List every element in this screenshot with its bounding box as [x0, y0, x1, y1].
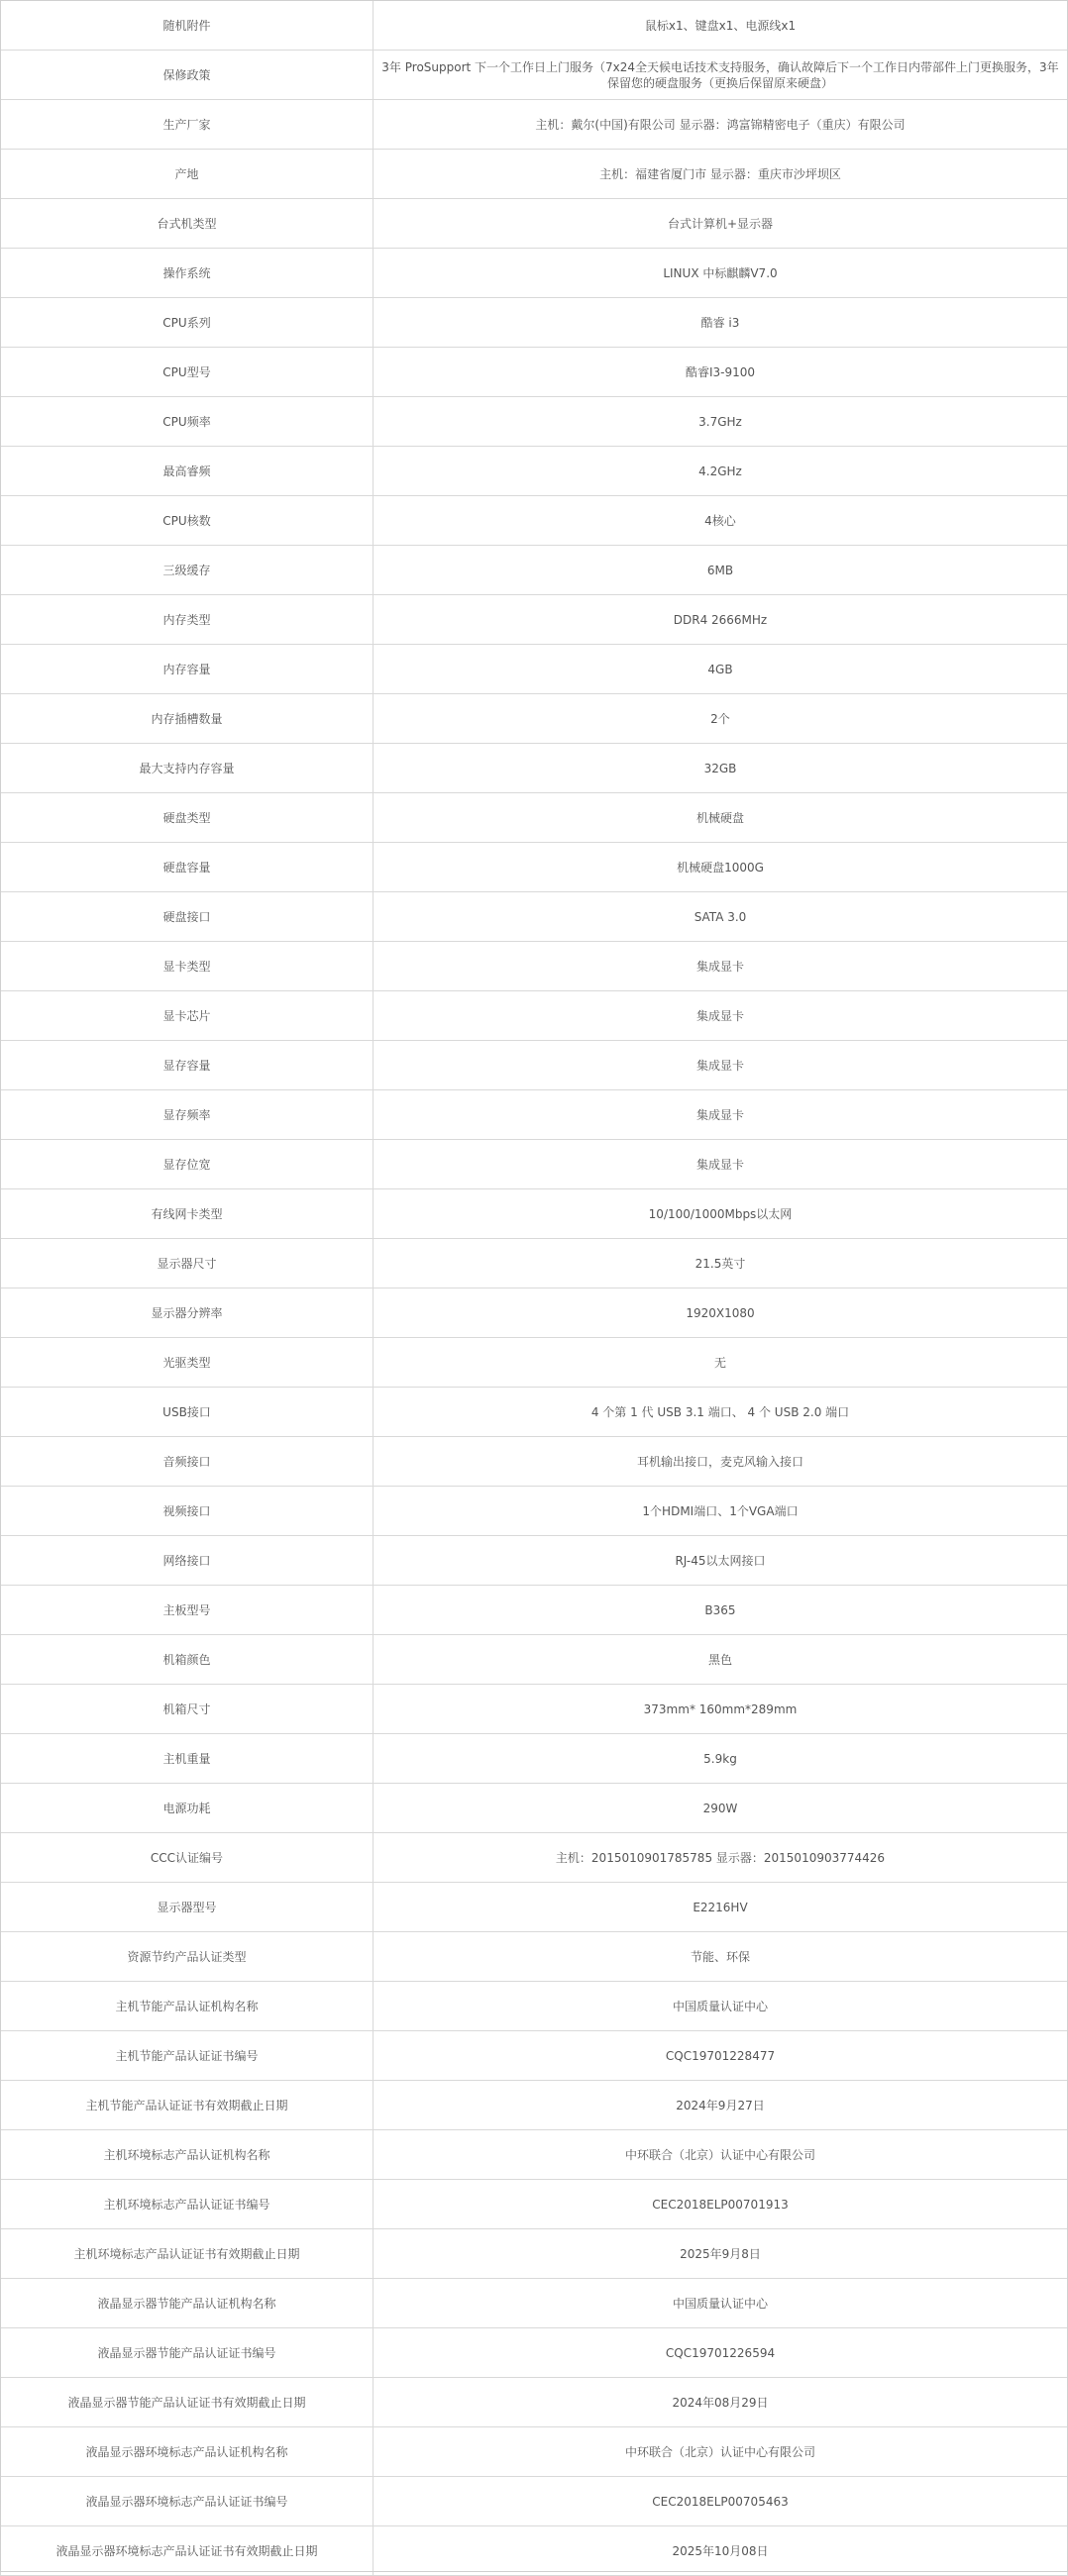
spec-label: 显存频率	[1, 1090, 374, 1140]
spec-label: 三级缓存	[1, 546, 374, 595]
spec-label: 最大支持内存容量	[1, 744, 374, 793]
table-row	[1, 991, 1068, 1041]
spec-value: CEC2018ELP00705463	[374, 2477, 1068, 2526]
spec-value: 机械硬盘1000G	[374, 843, 1068, 892]
table-row	[1, 1982, 1068, 2031]
spec-value: 3.7GHz	[374, 397, 1068, 447]
spec-value: 2个	[374, 694, 1068, 744]
spec-label: 显卡类型	[1, 942, 374, 991]
table-row	[1, 1090, 1068, 1140]
spec-label: CPU型号	[1, 348, 374, 397]
spec-value: 1920X1080	[374, 1288, 1068, 1338]
spec-value: E2216HV	[374, 1883, 1068, 1932]
spec-value: 6MB	[374, 546, 1068, 595]
table-row	[1, 1189, 1068, 1239]
spec-label: 机箱尺寸	[1, 1685, 374, 1734]
spec-value: 中环联合（北京）认证中心有限公司	[374, 2130, 1068, 2180]
table-row	[1, 51, 1068, 100]
table-row	[1, 1536, 1068, 1586]
spec-value: 32GB	[374, 744, 1068, 793]
spec-value: 主机：2015010901785785 显示器：2015010903774426	[374, 1833, 1068, 1883]
table-row	[1, 447, 1068, 496]
spec-value: 2024年08月29日	[374, 2378, 1068, 2427]
spec-label: 液晶显示器节能产品认证机构名称	[1, 2279, 374, 2328]
spec-value: 4核心	[374, 496, 1068, 546]
spec-value: 4 个第 1 代 USB 3.1 端口、 4 个 USB 2.0 端口	[374, 1388, 1068, 1437]
spec-label: 机箱颜色	[1, 1635, 374, 1685]
spec-value: 主机：戴尔(中国)有限公司 显示器：鸿富锦精密电子（重庆）有限公司	[374, 100, 1068, 150]
spec-label: 主机环境标志产品认证机构名称	[1, 2130, 374, 2180]
spec-value: CQC19701228477	[374, 2031, 1068, 2081]
spec-label: CPU核数	[1, 496, 374, 546]
spec-label: 主机环境标志产品认证证书有效期截止日期	[1, 2229, 374, 2279]
spec-label: 内存容量	[1, 645, 374, 694]
spec-label: 显存容量	[1, 1041, 374, 1090]
spec-label: 操作系统	[1, 249, 374, 298]
spec-value: RJ-45以太网接口	[374, 1536, 1068, 1586]
spec-label: 内存类型	[1, 595, 374, 645]
table-row	[1, 2477, 1068, 2526]
spec-value: CEC2018ELP00701913	[374, 2180, 1068, 2229]
spec-label: CPU系列	[1, 298, 374, 348]
table-row	[1, 1586, 1068, 1635]
table-row	[1, 793, 1068, 843]
table-row	[1, 1288, 1068, 1338]
spec-value: SATA 3.0	[374, 892, 1068, 942]
spec-value: 酷睿I3-9100	[374, 348, 1068, 397]
table-row	[1, 1635, 1068, 1685]
spec-label: 资源节约产品认证类型	[1, 1932, 374, 1982]
table-row	[1, 546, 1068, 595]
spec-label: 显存位宽	[1, 1140, 374, 1189]
spec-label: 保修政策	[1, 51, 374, 100]
table-row	[1, 1883, 1068, 1932]
spec-label: 主机环境标志产品认证证书编号	[1, 2180, 374, 2229]
spec-value: 无	[374, 1338, 1068, 1388]
table-row	[1, 1685, 1068, 1734]
spec-label: 视频接口	[1, 1487, 374, 1536]
spec-value: 酷睿 i3	[374, 298, 1068, 348]
table-row	[1, 249, 1068, 298]
spec-label: 主机节能产品认证证书编号	[1, 2031, 374, 2081]
table-row	[1, 1041, 1068, 1090]
table-row	[1, 1140, 1068, 1189]
table-row	[1, 645, 1068, 694]
table-row	[1, 1, 1068, 51]
spec-label: 液晶显示器节能产品认证证书编号	[1, 2328, 374, 2378]
spec-label: 硬盘类型	[1, 793, 374, 843]
spec-value: 中国质量认证中心	[374, 1982, 1068, 2031]
spec-value: 台式计算机+显示器	[374, 199, 1068, 249]
table-row	[1, 892, 1068, 942]
table-row	[1, 1487, 1068, 1536]
table-row	[1, 298, 1068, 348]
table-row	[1, 744, 1068, 793]
table-row	[1, 2081, 1068, 2130]
spec-label: 显示器分辨率	[1, 1288, 374, 1338]
spec-label: 最高睿频	[1, 447, 374, 496]
table-row	[1, 2427, 1068, 2477]
table-row	[1, 843, 1068, 892]
spec-value: 3年 ProSupport 下一个工作日上门服务（7x24全天候电话技术支持服务，确认故障后下一个工作日内带部件上门更换服务，3年保留您的硬盘服务（更换后保留原来硬盘）	[374, 51, 1068, 100]
spec-value: 集成显卡	[374, 991, 1068, 1041]
spec-value: 1个HDMI端口、1个VGA端口	[374, 1487, 1068, 1536]
spec-value: 290W	[374, 1784, 1068, 1833]
spec-label: CCC认证编号	[1, 1833, 374, 1883]
table-row	[1, 694, 1068, 744]
spec-value: 节能、环保	[374, 1932, 1068, 1982]
spec-value: CQC19701226594	[374, 2328, 1068, 2378]
table-row	[1, 1932, 1068, 1982]
spec-label: 随机附件	[1, 1, 374, 51]
spec-value: 2024年9月27日	[374, 2081, 1068, 2130]
table-row	[1, 1388, 1068, 1437]
table-row	[1, 2328, 1068, 2378]
table-row	[1, 2031, 1068, 2081]
table-row	[1, 397, 1068, 447]
table-row	[1, 348, 1068, 397]
spec-value: 集成显卡	[374, 1140, 1068, 1189]
table-row	[1, 942, 1068, 991]
spec-label: 主机节能产品认证证书有效期截止日期	[1, 2081, 374, 2130]
table-row	[1, 2229, 1068, 2279]
spec-label: 显示器尺寸	[1, 1239, 374, 1288]
spec-label: 内存插槽数量	[1, 694, 374, 744]
table-row	[1, 2279, 1068, 2328]
spec-label: CPU频率	[1, 397, 374, 447]
spec-value: 4.2GHz	[374, 447, 1068, 496]
spec-label: 生产厂家	[1, 100, 374, 150]
spec-label: 主机重量	[1, 1734, 374, 1784]
spec-value: 4GB	[374, 645, 1068, 694]
spec-label: 液晶显示器环境标志产品认证证书编号	[1, 2477, 374, 2526]
table-row	[1, 1784, 1068, 1833]
spec-label: 有线网卡类型	[1, 1189, 374, 1239]
spec-label: 硬盘容量	[1, 843, 374, 892]
spec-value: 黑色	[374, 1635, 1068, 1685]
table-row	[1, 2378, 1068, 2427]
spec-value: B365	[374, 1586, 1068, 1635]
spec-value: 5.9kg	[374, 1734, 1068, 1784]
table-row	[1, 199, 1068, 249]
table-row	[1, 1734, 1068, 1784]
spec-label: 显示器型号	[1, 1883, 374, 1932]
spec-label: 液晶显示器节能产品认证证书有效期截止日期	[1, 2378, 374, 2427]
spec-value: 10/100/1000Mbps以太网	[374, 1189, 1068, 1239]
table-row	[1, 595, 1068, 645]
spec-label: 硬盘接口	[1, 892, 374, 942]
spec-value: 中环联合（北京）认证中心有限公司	[374, 2427, 1068, 2477]
spec-label: 显卡芯片	[1, 991, 374, 1041]
table-row	[1, 150, 1068, 199]
spec-value: 集成显卡	[374, 1090, 1068, 1140]
table-row	[1, 2180, 1068, 2229]
spec-label: 液晶显示器环境标志产品认证机构名称	[1, 2427, 374, 2477]
spec-label: 台式机类型	[1, 199, 374, 249]
table-row	[1, 496, 1068, 546]
spec-value: 集成显卡	[374, 1041, 1068, 1090]
spec-value: LINUX 中标麒麟V7.0	[374, 249, 1068, 298]
spec-value: 集成显卡	[374, 942, 1068, 991]
table-row	[1, 100, 1068, 150]
spec-label: 主板型号	[1, 1586, 374, 1635]
table-row	[1, 2130, 1068, 2180]
spec-label: 网络接口	[1, 1536, 374, 1586]
spec-label: 主机节能产品认证机构名称	[1, 1982, 374, 2031]
spec-value: 21.5英寸	[374, 1239, 1068, 1288]
table-row	[1, 1437, 1068, 1487]
spec-label: 液晶显示器环境标志产品认证证书有效期截止日期	[1, 2526, 374, 2576]
table-row	[1, 2526, 1068, 2576]
table-row	[1, 1239, 1068, 1288]
spec-label: 产地	[1, 150, 374, 199]
spec-label: 音频接口	[1, 1437, 374, 1487]
spec-value: DDR4 2666MHz	[374, 595, 1068, 645]
spec-value: 耳机输出接口，麦克风输入接口	[374, 1437, 1068, 1487]
spec-value: 机械硬盘	[374, 793, 1068, 843]
spec-value: 鼠标x1、键盘x1、电源线x1	[374, 1, 1068, 51]
table-row	[1, 1833, 1068, 1883]
spec-label: 光驱类型	[1, 1338, 374, 1388]
spec-table-body	[1, 1, 1068, 2576]
spec-label: USB接口	[1, 1388, 374, 1437]
spec-value: 373mm* 160mm*289mm	[374, 1685, 1068, 1734]
spec-value: 2025年10月08日	[374, 2526, 1068, 2576]
spec-value: 主机：福建省厦门市 显示器：重庆市沙坪坝区	[374, 150, 1068, 199]
table-row	[1, 1338, 1068, 1388]
spec-label: 电源功耗	[1, 1784, 374, 1833]
spec-value: 中国质量认证中心	[374, 2279, 1068, 2328]
spec-value: 2025年9月8日	[374, 2229, 1068, 2279]
